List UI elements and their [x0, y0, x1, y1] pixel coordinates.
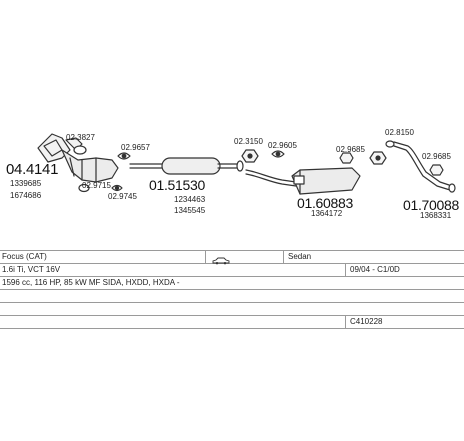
part-code-02-9745: 02.9745 [108, 192, 137, 201]
part-ref-1674686: 1674686 [10, 191, 42, 200]
gasket-02-3827 [74, 146, 86, 154]
part-code-02-9685: 02.9685 [336, 145, 365, 154]
part-code-02-9715: 02.9715 [82, 181, 111, 190]
part-code-02-9685-b: 02.9685 [422, 152, 451, 161]
rubber-mount-02-3150 [242, 150, 258, 162]
car-icon [212, 252, 230, 261]
table-divider [283, 250, 284, 263]
rubber-mount-02-9685-b [430, 165, 443, 175]
middle-silencer-part [130, 158, 243, 174]
part-ref-1364172: 1364172 [311, 209, 343, 218]
part-code-02-8150: 02.8150 [385, 128, 414, 137]
production-period: 09/04 - C1/0D [350, 265, 400, 274]
table-rule [0, 289, 464, 290]
tailpipe-part [386, 141, 455, 192]
part-code-02-3827: 02.3827 [66, 133, 95, 142]
part-ref-1339685: 1339685 [10, 179, 42, 188]
engine-spec: 1596 cc, 116 HP, 85 kW MF SIDA, HXDD, HXDA - [2, 278, 180, 287]
part-code-01-60883: 01.60883 [297, 195, 353, 211]
table-divider [205, 250, 206, 263]
rubber-mount-02-8150 [370, 152, 386, 164]
rubber-mount-02-9685-a [340, 153, 353, 163]
part-ref-1345545: 1345545 [174, 206, 206, 215]
engine-description: 1.6i Ti, VCT 16V [2, 265, 61, 274]
reference-code: C410228 [350, 317, 383, 326]
part-code-02-9605: 02.9605 [268, 141, 297, 150]
part-ref-1234463: 1234463 [174, 195, 206, 204]
table-divider [345, 315, 346, 328]
part-ref-1368331: 1368331 [420, 211, 452, 220]
table-rule [0, 302, 464, 303]
table-divider [345, 263, 346, 276]
part-code-02-9657: 02.9657 [121, 143, 150, 152]
clamp-02-9745 [112, 186, 122, 191]
part-code-04-4141: 04.4141 [6, 161, 59, 178]
vehicle-model: Focus (CAT) [2, 252, 47, 261]
body-type: Sedan [288, 252, 312, 261]
table-rule [0, 315, 464, 316]
part-code-01-70088: 01.70088 [403, 197, 459, 213]
clamp-02-9657 [118, 153, 130, 159]
rear-silencer-part [246, 168, 360, 194]
part-code-01-51530: 01.51530 [149, 177, 205, 193]
table-rule [0, 328, 464, 329]
part-code-02-3150: 02.3150 [234, 137, 263, 146]
table-rule [0, 250, 464, 251]
table-rule [0, 276, 464, 277]
clamp-02-9605 [272, 151, 284, 157]
table-rule [0, 263, 464, 264]
